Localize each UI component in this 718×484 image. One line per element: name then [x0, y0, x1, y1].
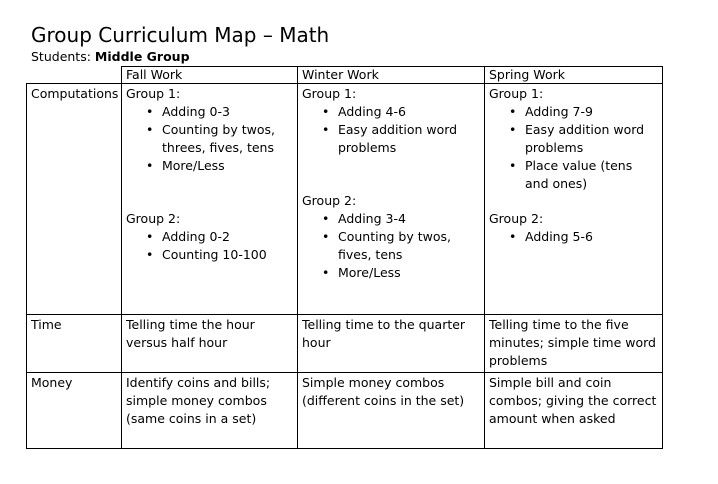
list-item: • More/Less: [162, 157, 293, 175]
list-item: • Adding 7-9: [525, 103, 658, 121]
group-list: [489, 228, 658, 246]
header-spring: Spring Work: [485, 67, 663, 84]
row-money: [27, 373, 663, 449]
header-winter: Winter Work: [298, 67, 485, 84]
cell-money-fall: Identify coins and bills; simple money combos (same coins in a set): [122, 373, 298, 449]
group-title: Group 1:: [126, 86, 181, 101]
group-title: Group 2:: [302, 193, 357, 208]
cell-computations-spring: [485, 84, 663, 315]
group-title: Group 1:: [302, 86, 357, 101]
list-item: • Counting 10-100: [162, 246, 293, 264]
cell-time-fall: Telling time the hour versus half hour: [122, 315, 298, 373]
list-item: • Counting by twos, threes, fives, tens: [162, 121, 293, 157]
header-blank-cell: [27, 67, 122, 84]
group-title: Group 2:: [126, 211, 181, 226]
list-item: • Counting by twos, fives, tens: [338, 228, 480, 264]
cell-time-spring: Telling time to the five minutes; simple time word problems: [485, 315, 663, 373]
list-item: • More/Less: [338, 264, 480, 282]
list-item: • Adding 4-6: [338, 103, 480, 121]
group-list: [302, 103, 480, 157]
cell-computations-winter: [298, 84, 485, 315]
group-list: [302, 210, 480, 282]
group-title: Group 2:: [489, 211, 544, 226]
cell-money-spring: Simple bill and coin combos; giving the correct amount when asked: [485, 373, 663, 449]
list-item: • Adding 0-3: [162, 103, 293, 121]
curriculum-table: [26, 66, 663, 449]
row-label-time: Time: [27, 315, 122, 373]
group-title: Group 1:: [489, 86, 544, 101]
list-item: • Adding 3-4: [338, 210, 480, 228]
row-label-money: Money: [27, 373, 122, 449]
list-item: • Adding 5-6: [525, 228, 658, 246]
row-label-computations: Computations: [27, 84, 122, 315]
group-list: [126, 103, 293, 175]
header-row: [27, 67, 663, 84]
cell-money-winter: Simple money combos (different coins in the set): [298, 373, 485, 449]
list-item: • Easy addition word problems: [525, 121, 658, 157]
group-list: [489, 103, 658, 193]
cell-time-winter: Telling time to the quarter hour: [298, 315, 485, 373]
row-time: [27, 315, 663, 373]
list-item: • Adding 0-2: [162, 228, 293, 246]
row-computations: [27, 84, 663, 315]
students-label: Students:: [31, 49, 91, 64]
group-list: [126, 228, 293, 264]
list-item: • Place value (tens and ones): [525, 157, 658, 193]
students-value: Middle Group: [94, 49, 190, 64]
cell-computations-fall: [122, 84, 298, 315]
page-title: Group Curriculum Map – Math: [31, 23, 330, 47]
header-fall: Fall Work: [122, 67, 298, 84]
students-line: [31, 49, 190, 65]
list-item: • Easy addition word problems: [338, 121, 480, 157]
